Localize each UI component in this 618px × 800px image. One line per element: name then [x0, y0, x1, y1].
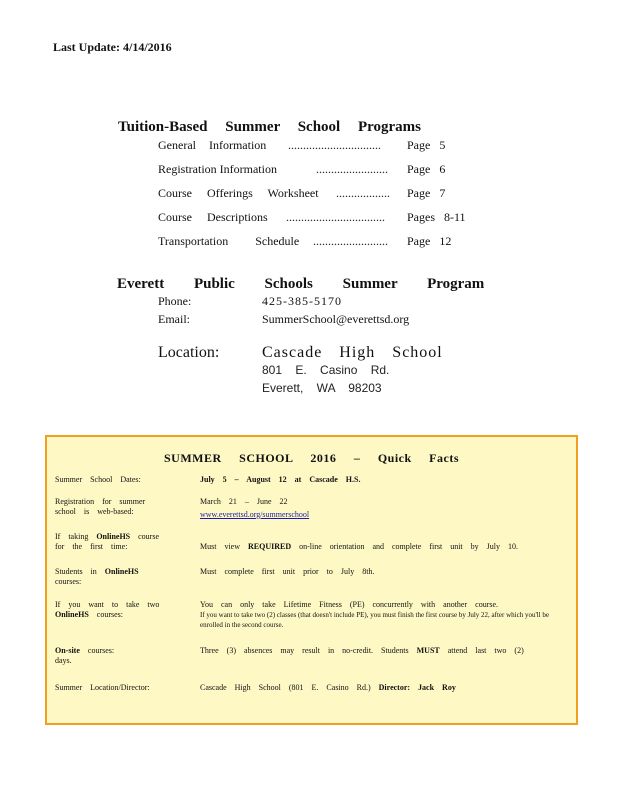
fact-value — [200, 600, 555, 630]
programs-heading: Tuition-Based Summer School Programs — [118, 119, 421, 135]
toc-dots: ........................ — [316, 162, 388, 176]
fact-value — [200, 497, 555, 520]
toc-title: General Information — [158, 138, 267, 152]
value-pre: Three (3) absences may result in no-credit. Students — [200, 646, 409, 655]
email-link[interactable]: SummerSchool@everettsd.org — [262, 312, 410, 326]
last-update: Last Update: 4/14/2016 — [53, 40, 172, 54]
label-pre: Students in — [55, 567, 97, 576]
fact-value: Must complete first unit prior to July 8th. — [200, 567, 375, 576]
fact-value — [200, 683, 555, 693]
phone-number[interactable]: 425-385-5170 — [262, 294, 342, 308]
toc-title: Transportation Schedule — [158, 234, 300, 248]
value-bold: Director: Jack Roy — [378, 683, 456, 692]
toc-dots: .................. — [336, 186, 390, 200]
district-heading: Everett Public Schools Summer Program — [117, 276, 485, 292]
label-post: courses: — [96, 610, 124, 619]
toc-dots: ................................. — [286, 210, 385, 224]
label-post: course for the first time: — [55, 532, 160, 551]
value-post: attend last two (2) — [447, 646, 524, 655]
label-bold: OnlineHS — [55, 610, 89, 619]
toc-page: Page 6 — [407, 162, 446, 176]
value-pre: Must view — [200, 542, 240, 551]
quick-facts-box — [45, 435, 578, 725]
toc-dots: ......................... — [313, 234, 388, 248]
label-pre: If you want to take two — [55, 600, 160, 609]
fact-label: Summer Location/Director: — [55, 683, 150, 692]
fact-label — [55, 532, 165, 552]
toc-page: Page 12 — [407, 234, 452, 248]
address-line-1: 801 E. Casino Rd. — [262, 363, 390, 377]
toc-page: Page 7 — [407, 186, 446, 200]
toc-title: Course Descriptions — [158, 210, 268, 224]
label-post: courses: — [55, 577, 82, 586]
value-line-2: If you want to take two (2) classes (that doesn't include PE), you must finish the first course by July 22, after which you'll be enrolled in the second course. — [200, 611, 549, 629]
fact-label: Summer School Dates: — [55, 475, 141, 484]
fact-label — [55, 646, 175, 666]
phone-label: Phone: — [158, 294, 192, 308]
label-bold: On-site — [55, 646, 80, 655]
value-line-1: You can only take Lifetime Fitness (PE) concurrently with another course. — [200, 600, 499, 609]
fact-value: July 5 – August 12 at Cascade H.S. — [200, 475, 361, 484]
value-bold: REQUIRED — [248, 542, 292, 551]
label-end: days. — [55, 656, 72, 665]
value-post: on-line orientation and complete first unit by July 10. — [299, 542, 518, 551]
location-label: Location: — [158, 344, 220, 361]
label-bold: OnlineHS — [104, 567, 139, 576]
registration-dates: March 21 – June 22 — [200, 497, 288, 506]
email-label: Email: — [158, 312, 190, 326]
fact-value — [200, 542, 555, 552]
toc-title: Course Offerings Worksheet — [158, 186, 319, 200]
fact-label — [55, 600, 160, 620]
toc-dots: ............................... — [288, 138, 381, 152]
quick-facts-title: SUMMER SCHOOL 2016 – Quick Facts — [163, 451, 459, 465]
label-post: courses: — [87, 646, 115, 655]
label-bold: OnlineHS — [96, 532, 131, 541]
fact-label — [55, 567, 145, 587]
toc-page: Page 5 — [407, 138, 446, 152]
fact-label: Registration for summer school is web-based: — [55, 497, 146, 516]
label-pre: If taking — [55, 532, 89, 541]
value-bold: MUST — [416, 646, 440, 655]
address-line-2: Everett, WA 98203 — [262, 381, 382, 395]
value-pre: Cascade High School (801 E. Casino Rd.) — [200, 683, 371, 692]
fact-value — [200, 646, 555, 656]
toc-page: Pages 8-11 — [407, 210, 466, 224]
toc-title: Registration Information — [158, 162, 277, 176]
registration-link[interactable]: www.everettsd.org/summerschool — [200, 510, 310, 519]
location-name: Cascade High School — [262, 344, 443, 361]
